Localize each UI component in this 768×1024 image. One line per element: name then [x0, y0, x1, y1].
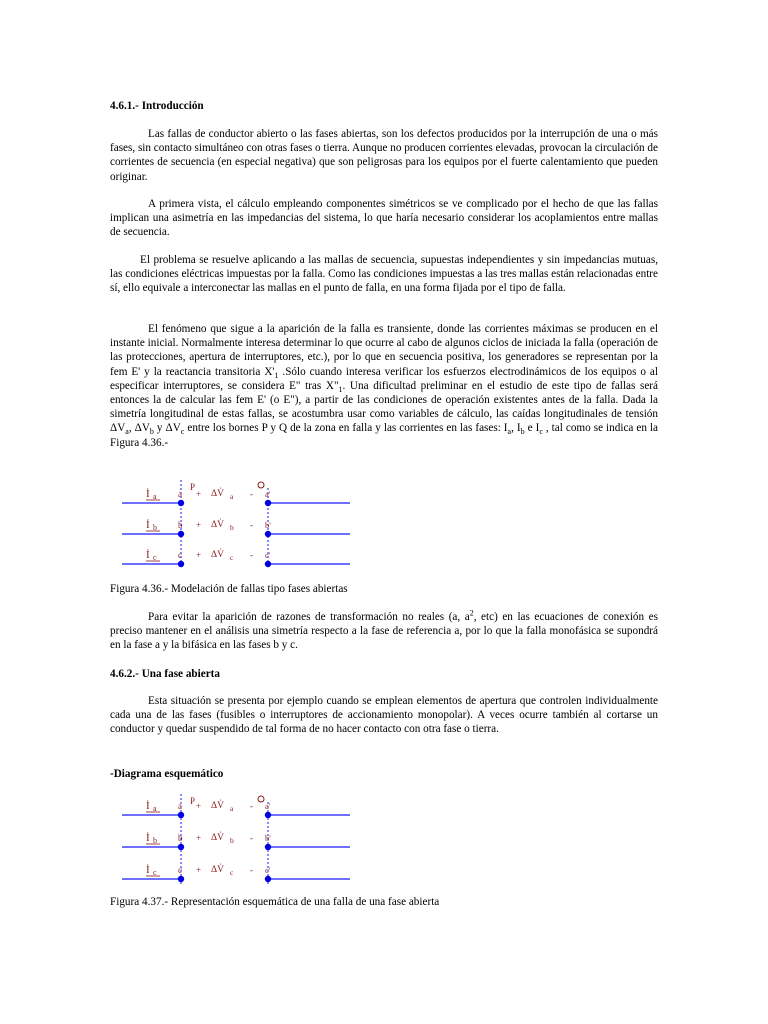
fig437-row-a-right-terminal: a' — [265, 801, 271, 811]
fig437-row-c-current-label: İ — [146, 864, 150, 876]
fig436-row-a-left-terminal: a — [178, 489, 182, 499]
fig437-row-c-dv-label: ΔV̇ — [211, 865, 224, 875]
fig436-P-label: P — [190, 482, 196, 492]
fig437-row-a-dv-sub: a — [230, 804, 234, 813]
fig436-row-c-dv-sub: c — [230, 553, 234, 562]
fig436-row-b-right-node — [265, 531, 271, 537]
fig436-row-c-left-terminal: c — [178, 550, 182, 560]
fig437-row-c-right-node — [265, 876, 271, 882]
fig436-row-c-current-sub: c — [153, 553, 157, 562]
fig436-row-a-dv-sub: a — [230, 492, 234, 501]
fig437-row-c-right-terminal: c' — [265, 865, 271, 875]
fig437-row-b-right-node — [265, 844, 271, 850]
paragraph-4: El fenómeno que sigue a la aparición de la falla es transiente, donde las corrientes máximas se producen en el instante inicial. Normalmente interesa determinar lo que ocurre al cabo de algunos ciclos de iniciada la falla (operación de las protecciones, apertura de interruptores, etc.), por lo que en secuencia positiva, los generadores se representan por la fem E' y la reactancia transitoria $X'_1$ .Sólo cuando interesa verificar los esfuerzos electrodinámicos de los equipos o al especificar interruptores, se considera E" tras $X"_1$. Una dificultad preliminar en el estudio de este tipo de fallas será entonces la de calcular las fem E' (o E"), a partir de las condiciones de operación existentes antes de la falla. Dada la simetría longitudinal de estas fallas, se acostumbra usar como variables de cálculo, las caídas longitudinales de tensión $\Delta V_a$, $\Delta V_b$ y $\Delta V_c$ entre los bornes P y Q de la zona en falla y las corrientes en las fases: $I_a$, $I_b$ e $I_c$ , tal como se indica en la Figura 4.36.- — [110, 323, 658, 449]
fig437-row-a-plus: + — [196, 801, 202, 811]
figure-4-37-caption: Figura 4.37.- Representación esquemática de una falla de una fase abierta — [110, 896, 440, 908]
fig436-row-b-left-node — [178, 531, 184, 537]
paragraph-5: Para evitar la aparición de razones de transformación no reales (a, $a^2$, etc) en las ecuaciones de conexión es preciso mantener en el análisis una simetría respecto a la fase de referencia a, por lo que la falla monofásica se supondrá en la fase a y la bifásica en las fases b y c. — [110, 608, 658, 652]
fig436-row-c-minus: - — [250, 550, 253, 560]
fig437-row-b-dv-label: ΔV̇ — [211, 833, 224, 843]
fig437-row-a-left-node — [178, 812, 184, 818]
fig437-row-b-dv-sub: b — [230, 836, 234, 845]
fig437-row-a-minus: - — [250, 801, 253, 811]
fig436-row-b-current-sub: b — [153, 523, 157, 532]
fig437-row-a-left-terminal: a — [178, 801, 182, 811]
fig437-row-a-current-sub: a — [153, 804, 157, 813]
fig437-row-c-left-terminal: c — [178, 865, 182, 875]
figure-4-37-diagram — [110, 792, 360, 886]
paragraph-3: El problema se resuelve aplicando a las mallas de secuencia, supuestas independientes y sin impedancias mutuas, las condiciones eléctricas impuestas por la falla. Como las condiciones impuestas a las tres mallas están relacionadas entre sí, ello equivale a interconectar las mallas en el punto de falla, en una forma fijada por el tipo de falla. — [110, 254, 659, 295]
fig436-row-c-dv-label: ΔV̇ — [211, 550, 224, 560]
fig437-row-b-right-terminal: b' — [265, 833, 271, 843]
fig437-row-a-dv-label: ΔV̇ — [211, 801, 224, 811]
fig436-row-b-minus: - — [250, 520, 253, 530]
fig436-row-c-right-node — [265, 561, 271, 567]
fig436-row-a-right-terminal: a' — [265, 489, 271, 499]
fig436-row-a-current-sub: a — [153, 492, 157, 501]
fig437-row-a-current-label: İ — [146, 800, 150, 812]
paragraph-6: Esta situación se presenta por ejemplo cuando se emplean elementos de apertura que controlen individualmente cada una de las fases (fusibles o interruptores de accionamiento monopolar). A veces ocurre también al cortarse un conductor y quedar suspendido de tal forma de no hacer contacto con otra fase o tierra. — [110, 695, 658, 736]
fig436-row-b-dv-sub: b — [230, 523, 234, 532]
fig437-row-b-current-label: İ — [146, 832, 150, 844]
fig437-row-b-left-node — [178, 844, 184, 850]
fig436-row-c-right-terminal: c' — [265, 550, 271, 560]
fig437-row-a-right-node — [265, 812, 271, 818]
figure-4-36-diagram — [110, 478, 360, 568]
fig437-Q-marker — [258, 796, 264, 802]
fig436-row-a-dv-label: ΔV̇ — [211, 489, 224, 499]
fig436-row-a-left-node — [178, 500, 184, 506]
fig436-row-b-right-terminal: b' — [265, 520, 271, 530]
fig436-row-c-left-node — [178, 561, 184, 567]
fig436-row-a-minus: - — [250, 489, 253, 499]
fig437-row-b-plus: + — [196, 833, 202, 843]
fig436-row-b-dv-label: ΔV̇ — [211, 520, 224, 530]
fig436-Q-marker — [258, 482, 264, 488]
section-heading-diagrama: -Diagrama esquemático — [110, 768, 224, 780]
fig436-row-c-plus: + — [196, 550, 202, 560]
fig436-row-c-current-label: İ — [146, 549, 150, 561]
fig437-row-c-current-sub: c — [153, 868, 157, 877]
fig437-row-c-plus: + — [196, 865, 202, 875]
figure-4-36-caption: Figura 4.36.- Modelación de fallas tipo fases abiertas — [110, 583, 348, 595]
section-heading-una-fase-abierta: 4.6.2.- Una fase abierta — [110, 668, 220, 680]
fig437-row-b-minus: - — [250, 833, 253, 843]
paragraph-1: Las fallas de conductor abierto o las fases abiertas, son los defectos producidos por la interrupción de una o más fases, sin contacto simultáneo con otras fases o tierra. Aunque no producen corrientes elevadas, provocan la circulación de corrientes de secuencia (en especial negativa) que son peligrosas para los equipos por el fuerte calentamiento que pueden originar. — [110, 128, 658, 183]
fig436-row-b-plus: + — [196, 520, 202, 530]
fig436-row-a-plus: + — [196, 489, 202, 499]
fig436-row-a-right-node — [265, 500, 271, 506]
fig437-row-b-current-sub: b — [153, 836, 157, 845]
fig437-row-c-left-node — [178, 876, 184, 882]
fig436-row-a-current-label: İ — [146, 488, 150, 500]
fig436-row-b-left-terminal: b — [178, 520, 183, 530]
fig437-row-c-minus: - — [250, 865, 253, 875]
section-heading-introduccion: 4.6.1.- Introducción — [110, 100, 204, 112]
fig437-row-c-dv-sub: c — [230, 868, 234, 877]
fig437-P-label: P — [190, 796, 196, 806]
fig436-row-b-current-label: İ — [146, 519, 150, 531]
fig437-row-b-left-terminal: b — [178, 833, 183, 843]
paragraph-2: A primera vista, el cálculo empleando componentes simétricos se ve complicado por el hecho de que las fallas implican una asimetría en las impedancias del sistema, lo que haría necesario considerar los acoplamientos entre mallas de secuencia. — [110, 198, 658, 239]
